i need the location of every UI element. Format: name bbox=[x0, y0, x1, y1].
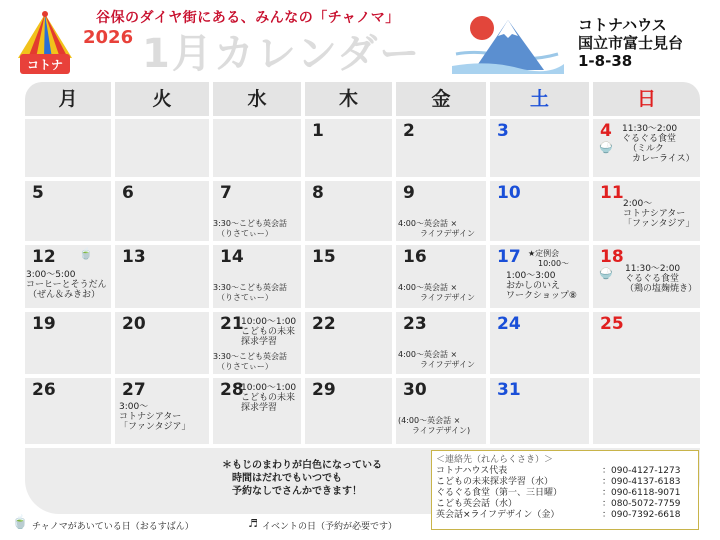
legend-open-day: チャノマがあいている日（おるすばん） bbox=[32, 522, 194, 532]
day-number: 5 bbox=[32, 183, 44, 203]
tea-cup-icon: 🍵 bbox=[12, 515, 29, 530]
day-number: 21 bbox=[220, 314, 244, 334]
address-line: 1-8-38 bbox=[578, 52, 633, 70]
day-cell-15[interactable] bbox=[305, 245, 392, 308]
year-label: 2026 bbox=[83, 27, 134, 48]
event-text: 3:30～こども英会話 （りさてぃー） bbox=[213, 283, 287, 302]
weekday-thu: 木 bbox=[305, 82, 392, 116]
event-text: 3:00～5:00 コーヒーとそうだん （ぜん＆みきお） bbox=[26, 270, 107, 300]
event-text: 11:30～2:00 ぐるぐる食堂 （鶏の塩麹焼き） bbox=[625, 264, 698, 294]
day-number: 12 bbox=[32, 247, 56, 267]
day-cell-empty bbox=[115, 119, 209, 177]
event-text: 4:00～英会話 × ライフデザイン bbox=[398, 350, 475, 369]
day-number: 16 bbox=[403, 247, 427, 267]
day-cell-11[interactable] bbox=[593, 181, 700, 241]
day-number: 13 bbox=[122, 247, 146, 267]
address-line: コトナハウス bbox=[578, 16, 667, 34]
day-number: 3 bbox=[497, 121, 509, 141]
day-cell-1[interactable] bbox=[305, 119, 392, 177]
contact-row: コトナハウス代表 ：090-4127-1273 bbox=[436, 466, 681, 476]
day-number: 9 bbox=[403, 183, 415, 203]
day-cell-16[interactable] bbox=[396, 245, 486, 308]
day-cell-24[interactable] bbox=[490, 312, 589, 374]
weekday-sun: 日 bbox=[593, 82, 700, 116]
day-cell-empty bbox=[593, 378, 700, 444]
day-cell-6[interactable] bbox=[115, 181, 209, 241]
day-number: 26 bbox=[32, 380, 56, 400]
event-text: 3:30～こども英会話 （りさてぃー） bbox=[213, 219, 287, 238]
day-number: 19 bbox=[32, 314, 56, 334]
day-cell-21[interactable] bbox=[213, 312, 301, 374]
contact-heading: ＜連絡先（れんらくさき）＞ bbox=[436, 455, 554, 465]
tagline: 谷保のダイヤ街にある、みんなの「チャノマ」 bbox=[96, 10, 400, 26]
rice-bowl-icon: 🍚 bbox=[599, 267, 613, 280]
day-cell-empty bbox=[25, 119, 111, 177]
weekday-header bbox=[25, 82, 700, 116]
weekday-fri: 金 bbox=[396, 82, 486, 116]
day-cell-25[interactable] bbox=[593, 312, 700, 374]
weekday-wed: 水 bbox=[213, 82, 301, 116]
day-cell-9[interactable] bbox=[396, 181, 486, 241]
day-cell-27[interactable] bbox=[115, 378, 209, 444]
day-number: 1 bbox=[312, 121, 324, 141]
music-note-icon: ♬ bbox=[248, 517, 258, 530]
day-cell-23[interactable] bbox=[396, 312, 486, 374]
rice-bowl-icon: 🍚 bbox=[599, 141, 613, 154]
day-number: 2 bbox=[403, 121, 415, 141]
event-text: 4:00～英会話 × ライフデザイン bbox=[398, 283, 475, 302]
day-cell-5[interactable] bbox=[25, 181, 111, 241]
day-number: 27 bbox=[122, 380, 146, 400]
day-number: 6 bbox=[122, 183, 134, 203]
legend-event-day: イベントの日（予約が必要です） bbox=[262, 522, 398, 532]
day-number: 10 bbox=[497, 183, 521, 203]
day-number: 31 bbox=[497, 380, 521, 400]
event-text: 1:00～3:00 おかしのいえ ワークショップ⑧ bbox=[506, 271, 577, 301]
event-text: 3:00～ コトナシアター 「ファンタジア」 bbox=[119, 402, 191, 432]
day-cell-26[interactable] bbox=[25, 378, 111, 444]
day-number: 25 bbox=[600, 314, 624, 334]
day-number: 29 bbox=[312, 380, 336, 400]
day-cell-2[interactable] bbox=[396, 119, 486, 177]
day-cell-29[interactable] bbox=[305, 378, 392, 444]
day-cell-12[interactable] bbox=[25, 245, 111, 308]
event-text: 10:00～1:00 こどもの未来 探求学習 bbox=[241, 317, 297, 347]
kotona-tent-logo bbox=[14, 10, 76, 76]
weekday-mon: 月 bbox=[25, 82, 111, 116]
day-number: 20 bbox=[122, 314, 146, 334]
contact-row: ぐるぐる食堂（第一、三日曜） ：090-6118-9071 bbox=[436, 488, 681, 498]
contact-box bbox=[431, 450, 699, 530]
day-cell-22[interactable] bbox=[305, 312, 392, 374]
day-number: 4 bbox=[600, 121, 612, 141]
event-text: 10:00～1:00 こどもの未来 探求学習 bbox=[241, 383, 297, 413]
day-number: 23 bbox=[403, 314, 427, 334]
event-text: 3:30～こども英会話 （りさてぃー） bbox=[213, 352, 287, 371]
weekday-sat: 土 bbox=[490, 82, 589, 116]
day-cell-18[interactable] bbox=[593, 245, 700, 308]
page-title: 1月カレンダー bbox=[142, 31, 422, 77]
day-number: 17 bbox=[497, 247, 521, 267]
day-cell-13[interactable] bbox=[115, 245, 209, 308]
address-line: 国立市富士見台 bbox=[578, 34, 684, 52]
event-text: ★定例会 10:00～ bbox=[528, 249, 570, 268]
day-number: 28 bbox=[220, 380, 244, 400]
day-cell-14[interactable] bbox=[213, 245, 301, 308]
contact-row: 英会話×ライフデザイン（金） ：090-7392-6618 bbox=[436, 510, 681, 520]
day-cell-8[interactable] bbox=[305, 181, 392, 241]
day-cell-17[interactable] bbox=[490, 245, 589, 308]
day-cell-empty bbox=[213, 119, 301, 177]
day-cell-30[interactable] bbox=[396, 378, 486, 444]
day-number: 18 bbox=[600, 247, 624, 267]
contact-row: こども英会話（水） ：080-5072-7759 bbox=[436, 499, 681, 509]
day-number: 7 bbox=[220, 183, 232, 203]
day-number: 24 bbox=[497, 314, 521, 334]
day-number: 15 bbox=[312, 247, 336, 267]
weekday-tue: 火 bbox=[115, 82, 209, 116]
day-cell-19[interactable] bbox=[25, 312, 111, 374]
tea-cup-icon: 🍵 bbox=[79, 247, 93, 260]
day-cell-31[interactable] bbox=[490, 378, 589, 444]
event-text: 2:00～ コトナシアター 「ファンタジア」 bbox=[623, 199, 695, 229]
day-number: 11 bbox=[600, 183, 624, 203]
day-cell-10[interactable] bbox=[490, 181, 589, 241]
day-cell-20[interactable] bbox=[115, 312, 209, 374]
day-number: 14 bbox=[220, 247, 244, 267]
day-cell-7[interactable] bbox=[213, 181, 301, 241]
day-number: 22 bbox=[312, 314, 336, 334]
day-cell-28[interactable] bbox=[213, 378, 301, 444]
day-number: 8 bbox=[312, 183, 324, 203]
open-participation-note: ＊もじのまわりが白色になっている 時間はだれでもいつでも 予約なしでさんかできます！ bbox=[222, 460, 382, 497]
address-block bbox=[578, 16, 683, 70]
day-cell-4[interactable] bbox=[593, 119, 700, 177]
day-number: 30 bbox=[403, 380, 427, 400]
mount-fuji-illustration bbox=[448, 10, 566, 74]
event-text: (4:00～英会話 × ライフデザイン) bbox=[398, 416, 471, 435]
svg-text:コトナ: コトナ bbox=[26, 58, 64, 72]
contact-row: こどもの未来探求学習（水） ：090-4137-6183 bbox=[436, 477, 681, 487]
event-text: 11:30～2:00 ぐるぐる食堂 （ミルク カレーライス） bbox=[622, 124, 695, 164]
day-cell-3[interactable] bbox=[490, 119, 589, 177]
event-text: 4:00～英会話 × ライフデザイン bbox=[398, 219, 475, 238]
